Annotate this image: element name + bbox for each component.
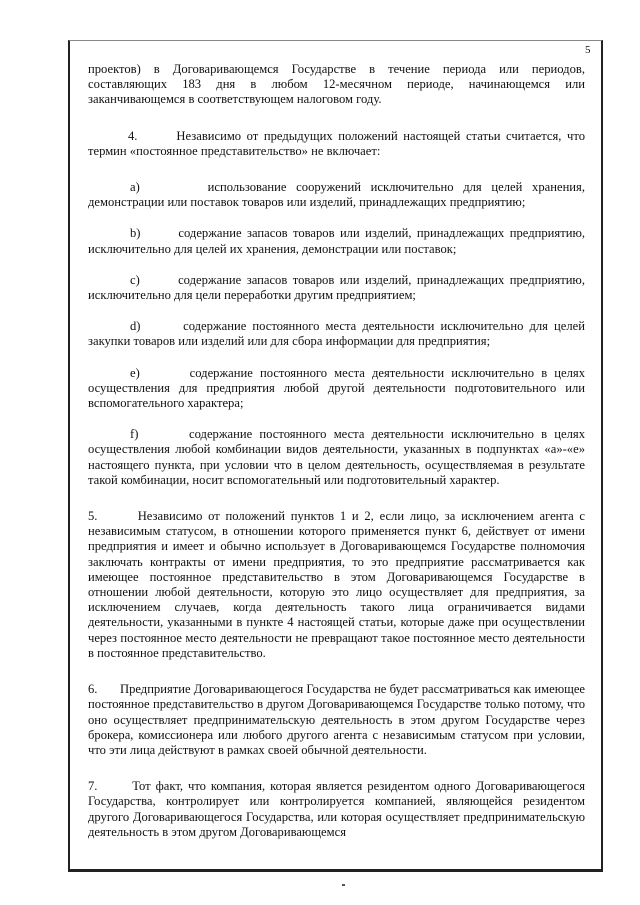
page-number: 5	[585, 44, 591, 56]
scan-speck	[342, 884, 345, 886]
article-text	[88, 62, 585, 840]
subparagraph-a: a) использование сооружений исключительно для целей хранения, демонстрации или поставок товаров или изделий, принадлежащих предприятию;	[88, 180, 585, 210]
paragraph-7: 7. Тот факт, что компания, которая является резидентом одного Договаривающегося Государства, контролирует или контролируется компанией, являющейся резидентом другого Договаривающегося Государства, или которая осуществляет предпринимательскую деятельность в этом другом Договаривающемся	[88, 779, 585, 839]
paragraph-4: 4. Независимо от предыдущих положений настоящей статьи считается, что термин «постоянное представительство» не включает:	[88, 128, 585, 158]
paragraph-continuation: проектов) в Договаривающемся Государстве в течение периода или периодов, составляющих 183 дня в любом 12-месячном периоде, начинающемся или заканчивающемся в соответствующем налоговом году.	[88, 62, 585, 107]
subparagraph-e: e) содержание постоянного места деятельности исключительно в целях осуществления для предприятия любой другой деятельности подготовительного или вспомогательного характера;	[88, 365, 585, 411]
subparagraph-d: d) содержание постоянного места деятельности исключительно для целей закупки товаров или изделий или для сбора информации для предприятия;	[88, 319, 585, 349]
subparagraph-f: f) содержание постоянного места деятельности исключительно в целях осуществления любой комбинации видов деятельности, указанных в подпунктах «а»-«е» настоящего пункта, при условии что в целом деятельность, осуществляемая в результате такой комбинации, носит вспомогательный или подготовительный характер.	[88, 427, 585, 487]
paragraph-5: 5. Независимо от положений пунктов 1 и 2, если лицо, за исключением агента с независимым статусом, в отношении которого применяется пункт 6, действует от имени предприятия и имеет и обычно использует в Договаривающемся Государстве полномочия заключать контракты от имени предприятия, то это предприятие рассматривается как имеющее постоянное представительство в этом Договаривающемся Государстве в отношении любой деятельности, которую это лицо осуществляет для предприятия, за исключением случаев, когда деятельность такого лица ограничивается видами деятельности, указанными в пункте 4 настоящей статьи, которые даже при осуществлении через постоянное место деятельности не превращают такое постоянное место деятельности в постоянное представительство.	[88, 509, 585, 660]
paragraph-6: 6. Предприятие Договаривающегося Государства не будет рассматриваться как имеющее постоянное представительство в другом Договаривающемся Государстве только потому, что оно осуществляет предпринимательскую деятельность в этом другом Государстве через брокера, комиссионера или любого другого агента с независимым статусом при условии, что эти лица действуют в рамках своей обычной деятельности.	[88, 682, 585, 757]
subparagraph-c: c) содержание запасов товаров или изделий, принадлежащих предприятию, исключительно для цели переработки другим предприятием;	[88, 272, 585, 303]
subparagraph-b: b) содержание запасов товаров или изделий, принадлежащих предприятию, исключительно для целей их хранения, демонстрации или поставок;	[88, 226, 585, 256]
